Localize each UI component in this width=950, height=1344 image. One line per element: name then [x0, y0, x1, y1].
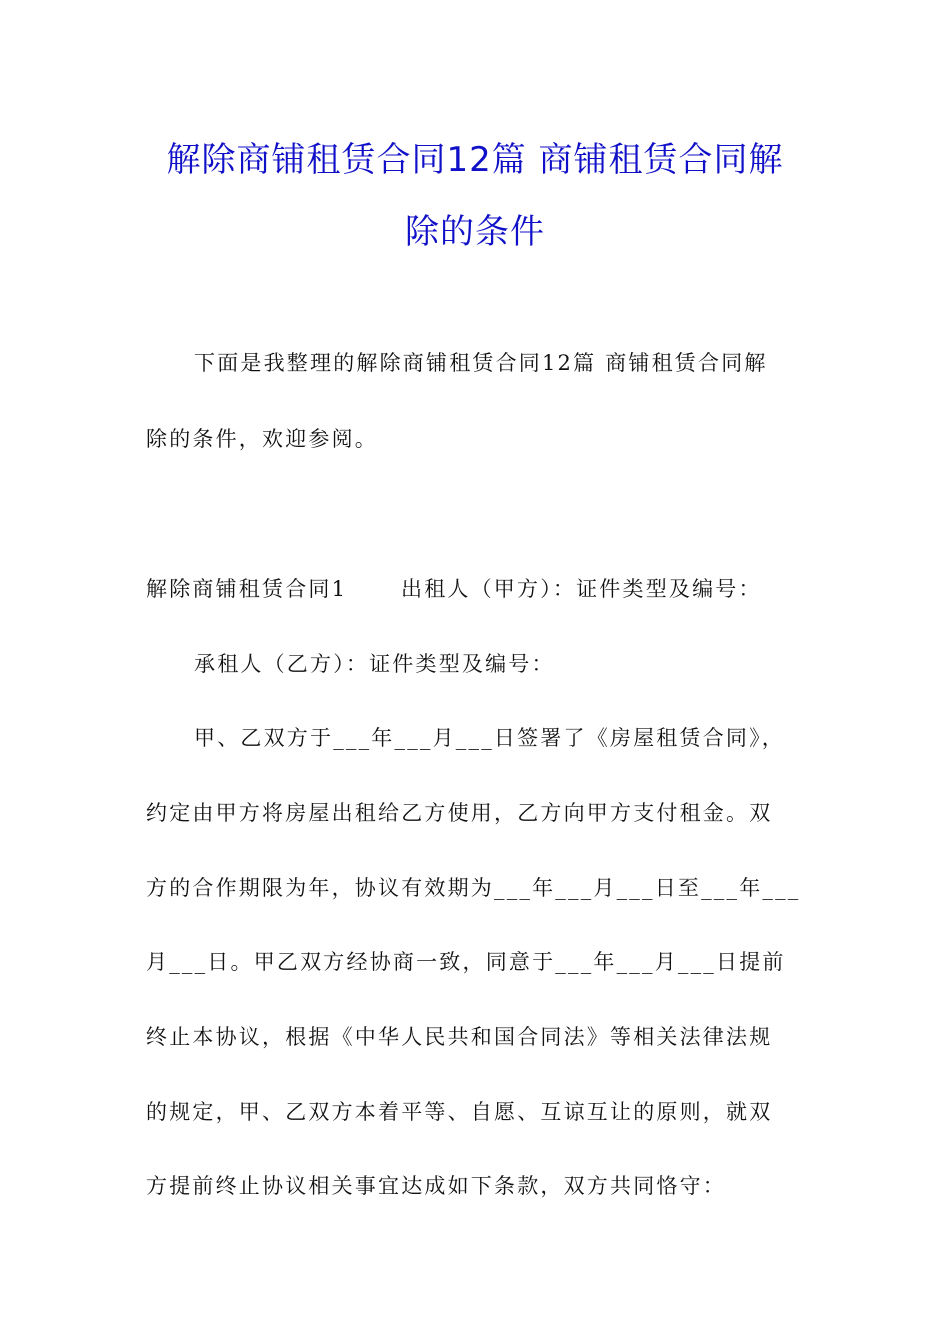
section-heading: 解除商铺租赁合同1 [146, 577, 348, 601]
body-line-1: 甲、乙双方于___年___月___日签署了《房屋租赁合同》， [194, 726, 785, 750]
body-line-3: 方的合作期限为年，协议有效期为___年___月___日至___年___ [146, 876, 801, 900]
body-line-4: 月___日。甲乙双方经协商一致，同意于___年___月___日提前 [146, 950, 786, 974]
document-title-line-2: 除的条件 [405, 212, 545, 252]
body-line-2: 约定由甲方将房屋出租给乙方使用，乙方向甲方支付租金。双 [146, 801, 773, 825]
body-line-5: 终止本协议，根据《中华人民共和国合同法》等相关法律法规 [146, 1025, 773, 1049]
document-title-line-1: 解除商铺租赁合同12篇 商铺租赁合同解 [166, 140, 784, 180]
lessor-line: 出租人（甲方）：证件类型及编号： [401, 577, 762, 601]
lessee-line: 承租人（乙方）：证件类型及编号： [194, 652, 555, 676]
body-line-7: 方提前终止协议相关事宜达成如下条款，双方共同恪守： [146, 1174, 726, 1198]
intro-line-2: 除的条件，欢迎参阅。 [146, 427, 378, 451]
body-line-6: 的规定，甲、乙双方本着平等、自愿、互谅互让的原则，就双 [146, 1100, 773, 1124]
intro-line-1: 下面是我整理的解除商铺租赁合同12篇 商铺租赁合同解 [194, 351, 768, 375]
